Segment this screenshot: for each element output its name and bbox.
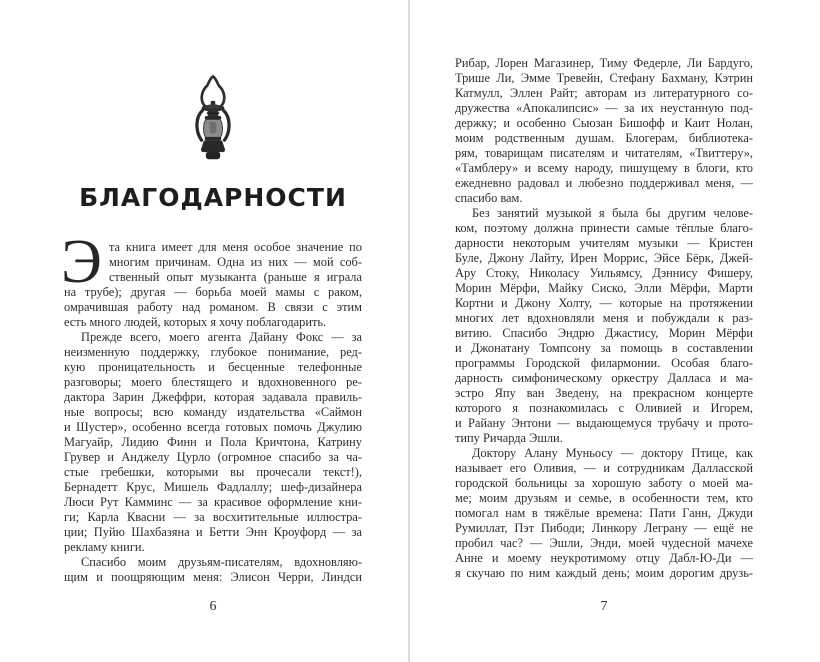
page-number-left: 6: [209, 599, 217, 614]
page-number-right: 7: [600, 599, 608, 614]
text-line: Прежде всего, моего агента Дайану Фокс — за: [81, 330, 362, 344]
text-line: Без занятий музыкой я была бы другим челове-: [472, 206, 753, 220]
text-line: «Тамблеру» и всему народу, пишущему в блоги, кто: [455, 161, 753, 175]
text-line: Анне и моему неукротимому отцу Дабл-Ю-Ди —: [455, 551, 753, 565]
text-line: есть много людей, которых я хочу поблагодарить.: [64, 315, 327, 329]
drop-cap: Э: [61, 228, 102, 296]
text-line: программы Городской филармонии. Особая благо-: [455, 356, 753, 370]
lantern-icon: [64, 72, 362, 168]
text-line: та книга имеет для меня особое значение по: [108, 240, 362, 254]
text-line: называет его Оливия, — и сотрудникам Далласской: [455, 461, 753, 475]
page-gutter-divider: [408, 0, 410, 662]
text-line: Трише Ли, Эмме Тревейн, Стефану Бахману, Кэтрин: [455, 71, 753, 85]
text-line: моим родственным душам. Блогерам, библиотека-: [455, 131, 753, 145]
text-line: помогал нам в тяжёлые времена: Пати Ганн, Джуди: [455, 506, 753, 520]
text-line: я скучаю по ним каждый день; моим дорогим друзь-: [455, 566, 753, 580]
text-line: ежедневно радовал и любезно поддерживал меня, —: [455, 176, 753, 190]
text-line: дружества «Апокалипсис» — за их неустанную под-: [455, 101, 753, 115]
text-line: разговоры; моего блестящего и вдохновенного ре-: [64, 375, 362, 389]
text-line: Рибар, Лорен Магазинер, Тиму Федерле, Ли Бардуго,: [455, 56, 753, 70]
text-line: дактора Зарин Джеффри, которая задавала правиль-: [64, 390, 362, 404]
text-line: эстро Япу ван Зведену, на прекрасном концерте: [455, 386, 753, 400]
text-line: которого я познакомилась с Оливией и Игорем,: [455, 401, 753, 415]
text-line: рекламу книги.: [64, 540, 145, 554]
text-line: щим и поощряющим меня: Элисон Черри, Линдси: [64, 570, 362, 584]
text-line: городской больницы за хорошую заботу о моей ма-: [455, 476, 753, 490]
text-line: и Райану Энтони — выдающемуся трубачу и прото-: [455, 416, 753, 430]
text-line: на трубе); другая — борьба моей мамы с раком,: [64, 285, 362, 299]
paragraph: [455, 206, 753, 446]
text-line: спасибо вам.: [455, 191, 523, 205]
paragraph: [61, 228, 362, 330]
text-line: Кортни и Джону Холту, — которые на протяжении: [455, 296, 753, 310]
text-line: Румиллат, Пэт Пибоди; Линкору Леграну — ещё не: [455, 521, 753, 535]
text-line: рям, товарищам писателям и читателям, «Твиттеру»,: [455, 146, 753, 160]
left-page-body-text: [61, 228, 362, 585]
chapter-header: [64, 0, 362, 212]
text-line: дарности некоторым учителям музыки — Кристен: [455, 236, 753, 250]
text-line: стые гребешки, которыми вы прочесали текст!),: [64, 465, 362, 479]
text-line: Спасибо моим друзьям-писателям, вдохновляю-: [81, 555, 362, 569]
text-line: витию. Спасибо Эндрю Джастису, Морин Мёрфи: [455, 326, 753, 340]
text-line: омрачившая работу над романом. В связи с этим: [64, 300, 362, 314]
text-line: пробил час? — Эшли, Энди, моей чудесной мачехе: [455, 536, 753, 550]
text-line: многим причинам. Одна из них — мой соб-: [108, 255, 362, 269]
text-line: Буле, Джону Лайту, Ирен Моррис, Эйсе Бёрк, Джей-: [455, 251, 753, 265]
text-line: Магуайр, Лидию Финн и Пола Кричтона, Катрину: [64, 435, 362, 449]
text-line: Грувер и Анджелу Цурло (огромное спасибо за ча-: [64, 450, 362, 464]
text-line: кую проницательность и бесценные телефонные: [64, 360, 362, 374]
text-line: ме; моим друзьям и семье, в особенности тем, кто: [455, 491, 753, 505]
chapter-title: БЛАГОДАРНОСТИ: [79, 183, 347, 212]
text-line: и Шустер», особенно всегда готовых помочь Джулию: [64, 420, 362, 434]
text-line: Бернадетт Крус, Мишель Фадлаллу; шеф-дизайнера: [64, 480, 362, 494]
paragraph: [64, 555, 362, 585]
text-line: ные вопросы; всю команду издательства «Саймон: [64, 405, 362, 419]
text-line: держку; и особенно Сьюзан Бишофф и Каит Нолан,: [455, 116, 753, 130]
paragraph: [455, 56, 753, 206]
page-right: [455, 0, 753, 662]
paragraph: [64, 330, 362, 555]
text-line: и Джонатану Томпсону за помощь в составлении: [455, 341, 753, 355]
text-line: Катмулл, Эллен Райт; авторам из литературного со-: [455, 86, 753, 100]
text-line: дарность симфоническому оркестру Далласа и ма-: [455, 371, 753, 385]
text-line: Люси Рут Камминс — за красивое оформление кни-: [64, 495, 362, 509]
text-line: ции; Пуйю Шахбазяна и Бетти Энн Кроуфорд — за: [64, 525, 362, 539]
paragraph: [455, 446, 753, 581]
page-left: [61, 0, 362, 662]
text-line: Ару Стоку, Николасу Уильямсу, Дэннису Фишеру,: [455, 266, 753, 280]
text-line: многих лет вдохновляли меня и побуждали к раз-: [455, 311, 753, 325]
right-page-body-text: [455, 0, 753, 581]
text-line: Доктору Алану Муньосу — доктору Птице, как: [472, 446, 753, 460]
text-line: ком, поэтому должна принести самые тёплые благо-: [455, 221, 753, 235]
text-line: неизменную поддержку, глубокое понимание, ред-: [64, 345, 362, 359]
text-line: ственный опыт музыканта (раньше я играла: [108, 270, 362, 284]
text-line: Морин Мёрфи, Майку Сиско, Элли Мёрфи, Марти: [455, 281, 753, 295]
text-line: типу Ричарда Эшли.: [455, 431, 563, 445]
text-line: ги; Карла Квасни — за восхитительные иллюстра-: [64, 510, 362, 524]
